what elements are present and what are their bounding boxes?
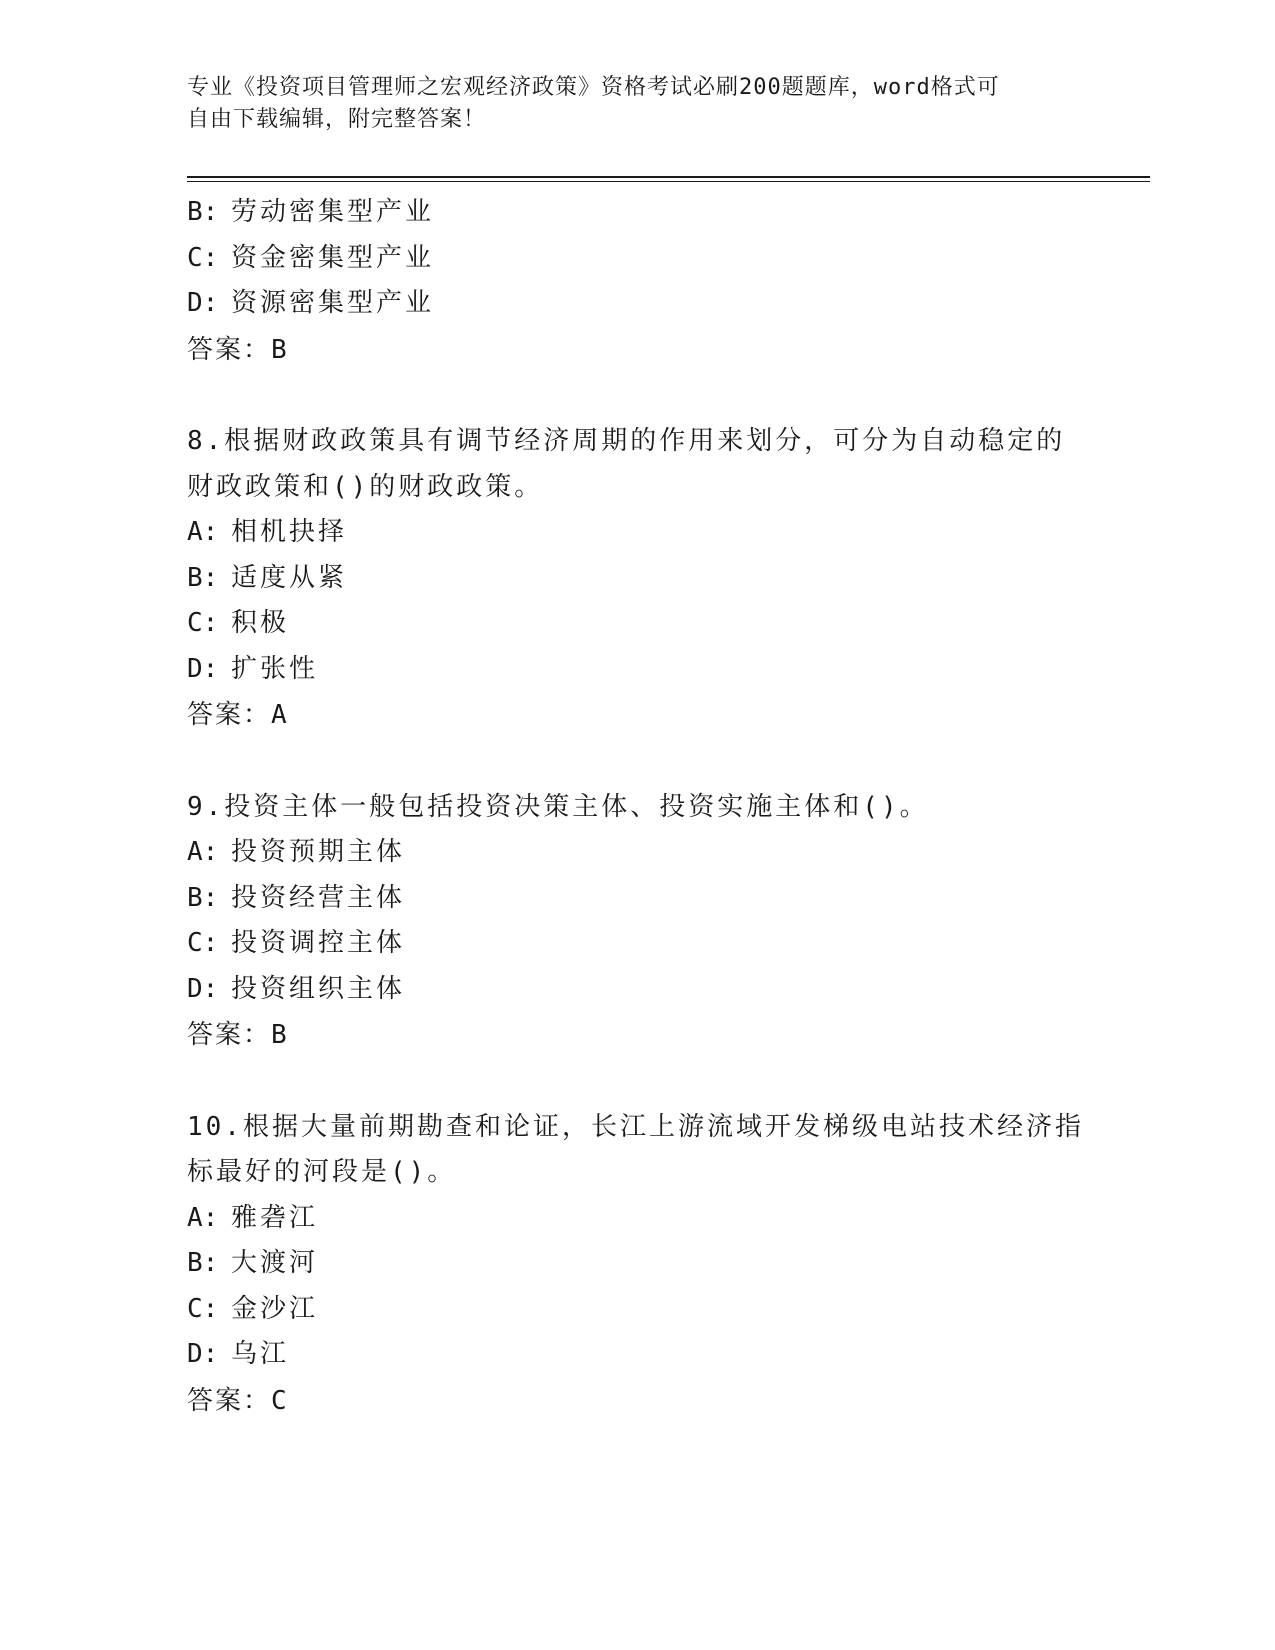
option-text: 适度从紧 (231, 562, 348, 593)
option-letter: C: (187, 242, 219, 273)
answer-label: 答案： (187, 1384, 272, 1415)
answer-line (187, 1378, 1087, 1425)
option-letter: C: (187, 1293, 219, 1324)
answer-label: 答案： (187, 333, 272, 364)
question-10 (187, 1105, 1087, 1425)
answer-line (187, 327, 1087, 374)
option-text: 投资组织主体 (231, 973, 406, 1004)
header-divider-thin (187, 181, 1150, 182)
option-text: 资金密集型产业 (231, 242, 435, 273)
option-a (187, 830, 1087, 876)
question-stem-line-1: 8.根据财政政策具有调节经济周期的作用来划分，可分为自动稳定的 (187, 426, 1066, 456)
option-text: 投资调控主体 (231, 928, 406, 958)
option-letter: A: (187, 517, 219, 547)
answer-line (187, 692, 1087, 739)
question-9 (187, 785, 1087, 1059)
option-text: 雅砻江 (231, 1202, 319, 1233)
option-letter: B: (187, 1248, 219, 1278)
option-c (187, 236, 1087, 282)
answer-line (187, 1012, 1087, 1059)
option-b (187, 556, 1087, 602)
answer-value: A (271, 700, 288, 730)
option-text: 投资预期主体 (231, 837, 406, 867)
option-text: 劳动密集型产业 (231, 197, 435, 227)
option-text: 资源密集型产业 (231, 288, 435, 318)
option-letter: C: (187, 928, 219, 958)
option-letter: D: (187, 653, 219, 684)
option-c (187, 1287, 1087, 1333)
question-gap (187, 1059, 1087, 1105)
answer-label: 答案： (187, 1019, 272, 1049)
question-7-partial (187, 190, 1087, 373)
option-letter: D: (187, 288, 219, 318)
option-text: 投资经营主体 (231, 882, 406, 913)
option-text: 金沙江 (231, 1293, 319, 1324)
header-line-1: 专业《投资项目管理师之宏观经济政策》资格考试必刷200题题库，word格式可 (187, 75, 1000, 100)
question-stem-line-2: 标最好的河段是()。 (187, 1157, 457, 1187)
option-c (187, 601, 1087, 647)
option-a (187, 510, 1087, 556)
option-letter: B: (187, 562, 219, 593)
option-b (187, 876, 1087, 922)
answer-value: C (271, 1385, 288, 1416)
option-letter: D: (187, 973, 219, 1004)
option-text: 积极 (231, 608, 290, 638)
option-letter: B: (187, 882, 219, 913)
option-letter: A: (187, 837, 219, 867)
option-text: 扩张性 (231, 653, 319, 684)
document-header (187, 72, 1067, 136)
option-c (187, 921, 1087, 967)
option-b (187, 1241, 1087, 1287)
option-letter: D: (187, 1339, 219, 1369)
question-stem-line-1: 9.投资主体一般包括投资决策主体、投资实施主体和()。 (187, 791, 929, 822)
answer-value: B (271, 1020, 288, 1050)
option-a (187, 1196, 1087, 1242)
option-b (187, 190, 1087, 236)
question-list (187, 190, 1087, 1424)
question-gap (187, 739, 1087, 785)
question-stem-line-1: 10.根据大量前期勘查和论证，长江上游流域开发梯级电站技术经济指 (187, 1111, 1084, 1142)
option-d (187, 647, 1087, 693)
option-letter: B: (187, 197, 219, 227)
option-letter: C: (187, 608, 219, 638)
option-d (187, 967, 1087, 1013)
header-line-2: 自由下载编辑，附完整答案！ (187, 107, 487, 132)
option-text: 相机抉择 (231, 517, 348, 547)
question-gap (187, 373, 1087, 419)
question-8 (187, 419, 1087, 739)
answer-label: 答案： (187, 699, 272, 729)
question-stem-line-2: 财政政策和()的财政政策。 (187, 471, 544, 502)
header-divider-thick (187, 176, 1150, 178)
option-d (187, 1332, 1087, 1378)
answer-value: B (271, 334, 288, 365)
option-d (187, 281, 1087, 327)
option-text: 乌江 (231, 1339, 290, 1369)
option-text: 大渡河 (231, 1248, 319, 1278)
option-letter: A: (187, 1202, 219, 1233)
